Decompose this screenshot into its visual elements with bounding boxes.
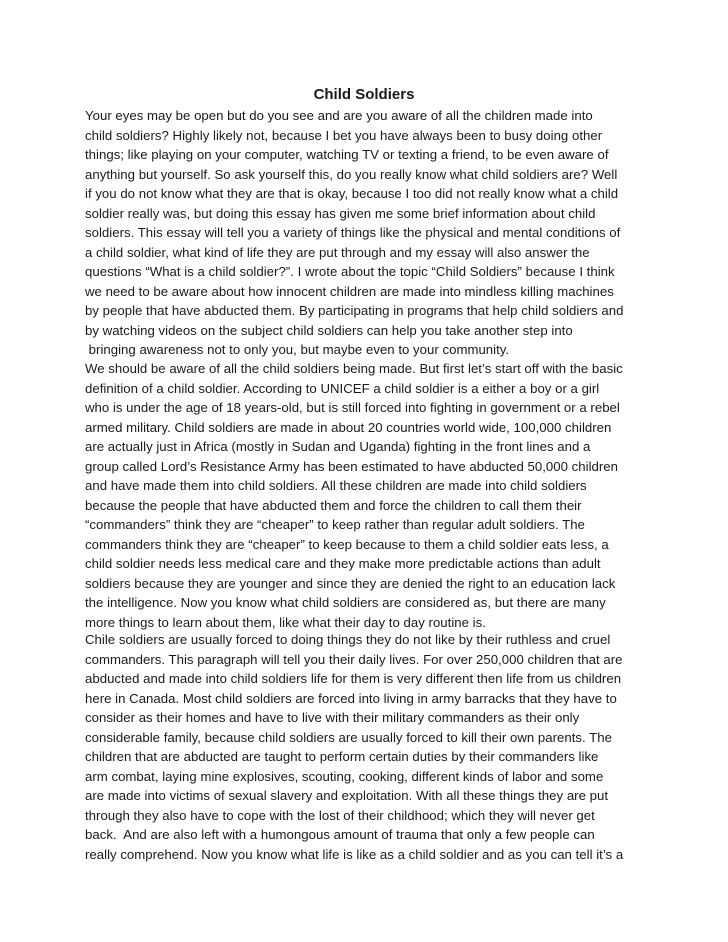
text-line: child soldier needs less medical care and they make more predictable actions than adult — [85, 556, 601, 571]
text-line: because the people that have abducted them and force the children to call them their — [85, 497, 582, 513]
text-line: armed military. Child soldiers are made in about 20 countries world wide, 100,000 children — [85, 419, 612, 435]
text-line: commanders. This paragraph will tell you their daily lives. For over 250,000 children that are — [85, 651, 623, 667]
document-title — [0, 85, 728, 105]
text-line: really comprehend. Now you know what life is like as a child soldier and as you can tell it’s a — [85, 846, 624, 862]
text-line: are made into victims of sexual slavery and exploitation. With all these things they are put — [85, 788, 609, 803]
text-line: Your eyes may be open but do you see and are you aware of all the children made into — [85, 108, 593, 123]
text-line: commanders think they are “cheaper” to keep because to them a child soldier eats less, a — [85, 536, 609, 552]
text-line: bringing awareness not to only you, but maybe even to your community. — [85, 342, 510, 357]
text-line: abducted and made into child soldiers life for them is very different then life from us children — [85, 671, 622, 686]
text-line: definition of a child soldier. According to UNICEF a child soldier is a either a boy or a girl — [85, 380, 600, 396]
text-line: We should be aware of all the child soldiers being made. But first let’s start off with the basic — [85, 361, 623, 376]
text-line: by watching videos on the subject child soldiers can help you take another step into — [85, 322, 573, 338]
text-line: things; like playing on your computer, watching TV or texting a friend, to be even aware of — [85, 147, 609, 162]
paragraph-introduction — [85, 106, 685, 360]
text-line: soldiers. This essay will tell you a variety of things like the physical and mental conditions of — [85, 225, 621, 240]
text-line: if you do not know what they are that is okay, because I too did not really know what a child — [85, 186, 619, 201]
text-line: “commanders” think they are “cheaper” to keep rather than regular adult soldiers. The — [85, 517, 585, 532]
text-line: are actually just in Africa (mostly in Sudan and Uganda) fighting in the front lines and a — [85, 439, 591, 454]
text-line: Chile soldiers are usually forced to doing things they do not like by their ruthless and cruel — [85, 632, 611, 647]
text-line: more things to learn about them, like what their day to day routine is. — [85, 614, 486, 630]
paragraph-daily-lives — [85, 630, 685, 864]
text-line: group called Lord’s Resistance Army has been estimated to have abducted 50,000 children — [85, 458, 618, 474]
text-line: a child soldier, what kind of life they are put through and my essay will also answer the — [85, 244, 590, 260]
text-line: child soldiers? Highly likely not, because I bet you have always been to busy doing other — [85, 127, 603, 143]
text-line: here in Canada. Most child soldiers are forced into living in army barracks that they have to — [85, 690, 617, 706]
text-line: and have made them into child soldiers. All these children are made into child soldiers — [85, 478, 587, 493]
text-line: we need to be aware about how innocent children are made into mindless killing machines — [85, 283, 614, 299]
text-line: consider as their homes and have to live with their military commanders as their only — [85, 710, 580, 725]
text-line: children that are abducted are taught to perform certain duties by their commanders like — [85, 749, 599, 764]
paragraph-definition — [85, 359, 685, 632]
text-line: anything but yourself. So ask yourself this, do you really know what child soldiers are? Well — [85, 166, 618, 182]
text-line: through they also have to cope with the lost of their childhood; which they will never get — [85, 807, 595, 823]
text-line: questions “What is a child soldier?”. I wrote about the topic “Child Soldiers” because I think — [85, 264, 615, 279]
text-line: considerable family, because child soldiers are usually forced to kill their own parents. The — [85, 729, 612, 745]
text-line: by people that have abducted them. By participating in programs that help child soldiers and — [85, 303, 624, 318]
text-line: the intelligence. Now you know what child soldiers are considered as, but there are many — [85, 595, 606, 610]
text-line: soldier really was, but doing this essay has given me some brief information about child — [85, 205, 596, 221]
text-line: soldiers because they are younger and since they are denied the right to an education lack — [85, 575, 616, 591]
text-line: arm combat, laying mine explosives, scouting, cooking, different kinds of labor and some — [85, 768, 604, 784]
document-title-text: Child Soldiers — [313, 86, 415, 103]
text-line: back. And are also left with a humongous amount of trauma that only a few people can — [85, 827, 595, 842]
text-line: who is under the age of 18 years-old, but is still forced into fighting in government or a rebel — [85, 400, 620, 415]
